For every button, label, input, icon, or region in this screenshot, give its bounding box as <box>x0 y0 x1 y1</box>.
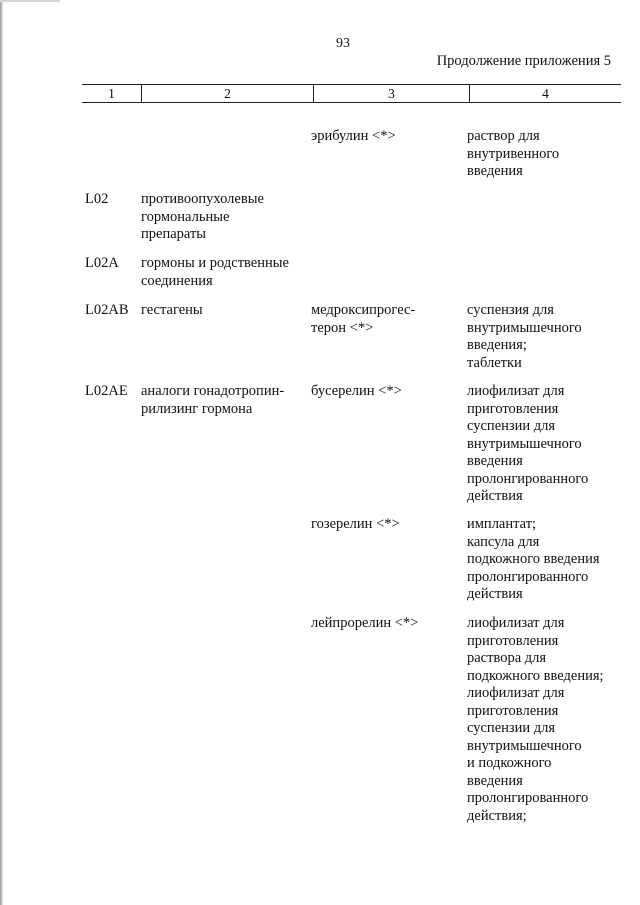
drug-name: бусерелин <*> <box>311 383 402 399</box>
dosage-form: суспензия для внутримышечного введения; таблетки <box>467 302 582 371</box>
atc-code: L02AB <box>85 302 129 318</box>
header-col-3: 3 <box>388 86 395 101</box>
dosage-form: раствор для внутривенного введения <box>467 128 560 179</box>
scan-edge-mark <box>0 0 60 2</box>
page-number: 93 <box>336 36 350 51</box>
anatomic-group: аналоги гонадотропин- рилизинг гормона <box>141 383 285 417</box>
drug-name: медроксипрогес- терон <*> <box>311 302 416 336</box>
drug-name: лейпрорелин <*> <box>311 615 419 631</box>
header-col-1: 1 <box>108 86 115 101</box>
atc-code: L02A <box>85 255 119 271</box>
scan-edge-shadow <box>0 0 3 905</box>
continuation-label: Продолжение приложения 5 <box>436 53 611 69</box>
table-header <box>82 84 621 103</box>
drug-name: гозерелин <*> <box>311 516 400 532</box>
dosage-form: имплантат; капсула для подкожного введения пролонгированного действия <box>467 516 600 602</box>
drug-name: эрибулин <*> <box>311 128 396 144</box>
dosage-form: лиофилизат для приготовления раствора для подкожного введения; лиофилизат для приготовления суспензии для внутримышечного и подкожного введения пролонгированного действия; <box>467 615 604 824</box>
header-col-4: 4 <box>542 86 549 101</box>
header-col-2: 2 <box>224 86 231 101</box>
atc-code: L02AE <box>85 383 128 399</box>
anatomic-group: противоопухолевые гормональные препараты <box>141 191 264 242</box>
atc-code: L02 <box>85 191 109 207</box>
dosage-form: лиофилизат для приготовления суспензии для внутримышечного введения пролонгированного действия <box>467 383 589 504</box>
anatomic-group: гормоны и родственные соединения <box>141 255 289 289</box>
anatomic-group: гестагены <box>141 302 203 318</box>
